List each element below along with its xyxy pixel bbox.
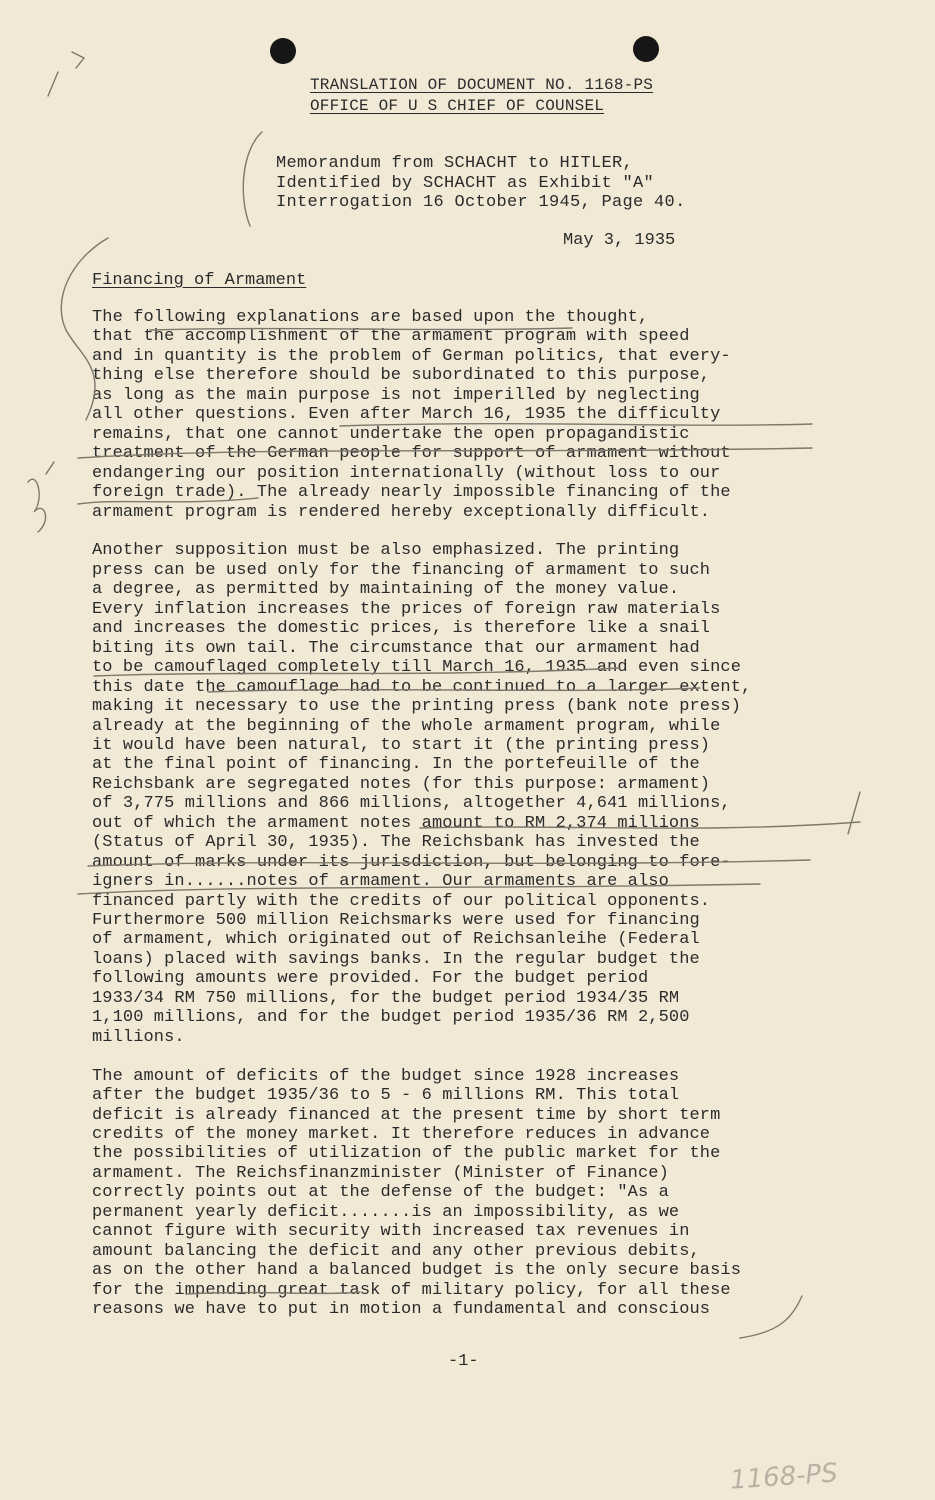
margin-slash-mark <box>48 72 58 96</box>
memo-line3: Interrogation 16 October 1945, Page 40. <box>276 193 686 212</box>
paragraph-3: The amount of deficits of the budget since 1928 increases after the budget 1935/36 to 5 - 6 millions RM. This total deficit is already financed at the present time by short term credits of the money market. It therefore reduces in advance the possibilities of utilization of the public market for the armament. The Reichsfinanzminister (Minister of Finance) correctly points out at the defense of the budget: "As a permanent yearly deficit.......is an impossibility, as we cannot figure with security with increased tax revenues in amount balancing the deficit and any other previous debits, as on the other hand a balanced budget is the only secure basis for the impending great task of military policy, for all these reasons we have to put in motion a fundamental and conscious <box>92 1066 742 1320</box>
handwritten-stamp: 1168-PS <box>729 1458 839 1496</box>
section-heading: Financing of Armament <box>92 271 307 290</box>
memo-bracket-mark <box>243 132 262 226</box>
punch-hole-right <box>633 36 659 62</box>
margin-scribble-mark <box>28 462 54 532</box>
paragraph-1: The following explanations are based upon the thought, that the accomplishment of the armament program with speed and in quantity is the problem of German politics, that every- thing else therefore should be subordinated to this purpose, as long as the main purpose is not imperilled by neglecting all other questions. Even after March 16, 1935 the difficulty remains, that one cannot undertake the open propagandistic treatment of the German people for support of armament without endangering our position internationally (without loss to our foreign trade). The already nearly impossible financing of the armament program is rendered hereby exceptionally difficult. <box>92 308 731 522</box>
header-title-line2: OFFICE OF U S CHIEF OF COUNSEL <box>310 97 605 115</box>
page-number: -1- <box>448 1352 479 1371</box>
memo-line1: Memorandum from SCHACHT to HITLER, <box>276 154 634 173</box>
paragraph-2: Another supposition must be also emphasized. The printing press can be used only for the financing of armament to such a degree, as permitted by maintaining of the money value. Every inflation increases the prices of foreign raw materials and increases the domestic prices, is therefore like a snail biting its own tail. The circumstance that our armament had to be camouflaged completely till March 16, 1935 and even since this date the camouflage had to be continued to a larger extent, making it necessary to use the printing press (bank note press) already at the beginning of the whole armament program, while it would have been natural, to start it (the printing press) at the final point of financing. In the portefeuille of the Reichsbank are segregated notes (for this purpose: armament) of 3,775 millions and 866 millions, altogether 4,641 millions, out of which the armament notes amount to RM 2,374 millions (Status of April 30, 1935). The Reichsbank has invested the amount of marks under its jurisdiction, but belonging to fore- igners in......notes of armament. Our armaments are also financed partly with the credits of our political opponents. Furthermore 500 million Reichsmarks were used for financing of armament, which originated out of Reichsanleihe (Federal loans) placed with savings banks. In the regular budget the following amounts were provided. For the budget period 1933/34 RM 750 millions, for the budget period 1934/35 RM 1,100 millions, and for the budget period 1935/36 RM 2,500 millions. <box>92 541 752 1047</box>
document-header <box>310 75 653 117</box>
memo-block <box>276 154 686 213</box>
margin-tick-mark <box>72 52 84 68</box>
memo-line2: Identified by SCHACHT as Exhibit "A" <box>276 173 655 193</box>
punch-hole-left <box>270 38 296 64</box>
header-title-line1: TRANSLATION OF DOCUMENT NO. 1168-PS <box>310 76 654 94</box>
margin-check-mark <box>848 792 860 834</box>
body-text <box>92 308 832 1339</box>
memo-date: May 3, 1935 <box>563 231 676 250</box>
